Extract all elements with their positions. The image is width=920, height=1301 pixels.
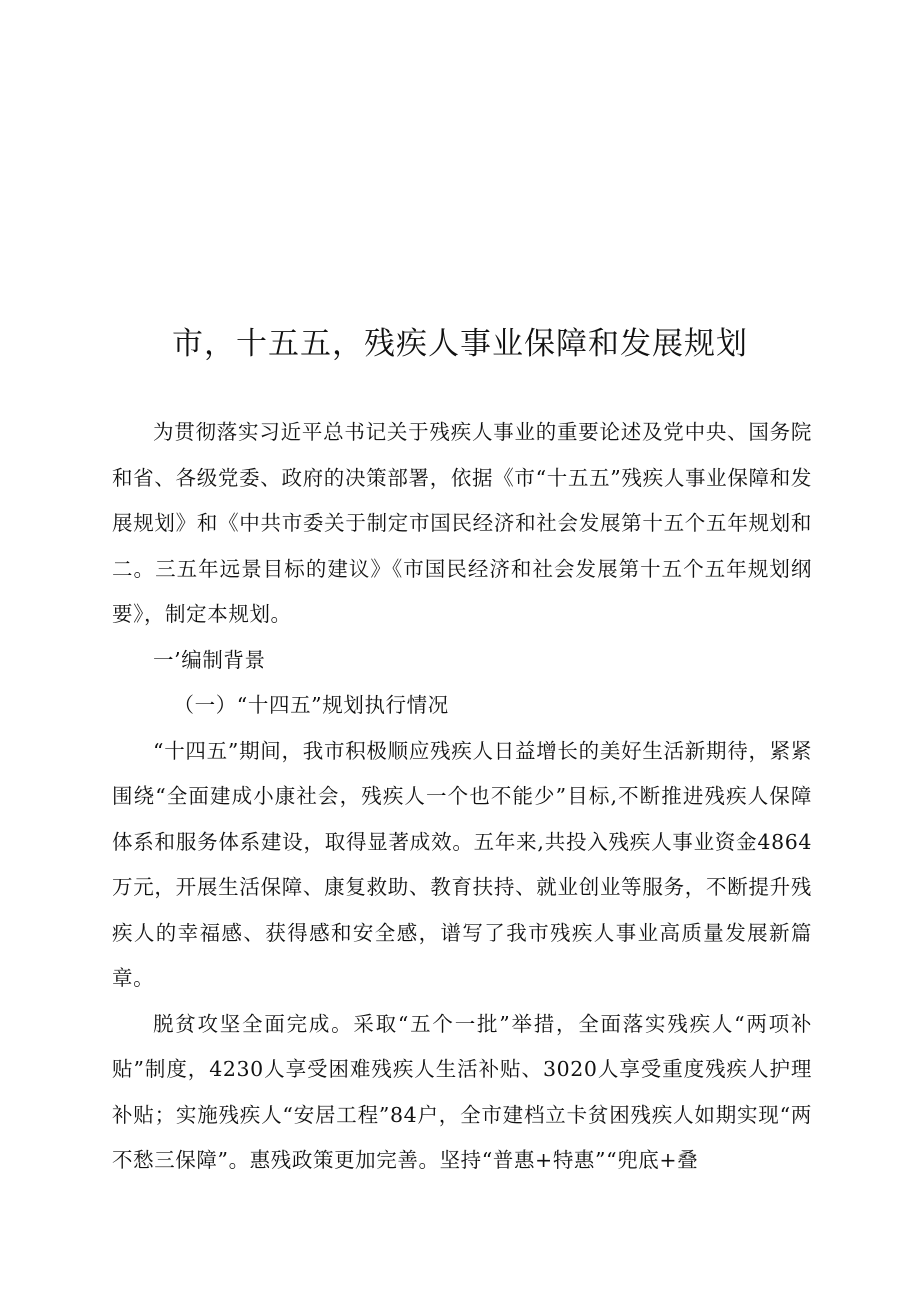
body-paragraph: “十四五”期间，我市积极顺应残疾人日益增长的美好生活新期待，紧紧围绕“全面建成小康社会，残疾人一个也不能少”目标,不断推进残疾人保障体系和服务体系建设，取得显著成效。五年来,共投入残疾人事业资金4864万元，开展生活保障、康复救助、教育扶持、就业创业等服务，不断提升残疾人的幸福感、获得感和安全感，谱写了我市残疾人事业高质量发展新篇章。: [112, 738, 812, 990]
body-paragraph: 脱贫攻坚全面完成。采取“五个一批”举措，全面落实残疾人“两项补贴”制度，4230人享受困难残疾人生活补贴、3020人享受重度残疾人护理补贴；实施残疾人“安居工程”84户，全市建档立卡贫困残疾人如期实现“两不愁三保障”。惠残政策更加完善。坚持“普惠+特惠”“兜底+叠: [112, 1011, 812, 1172]
subsection-heading: （一）“十四五”规划执行情况: [173, 693, 449, 717]
intro-paragraph: 为贯彻落实习近平总书记关于残疾人事业的重要论述及党中央、国务院和省、各级党委、政府的决策部署，依据《市“十五五”残疾人事业保障和发展规划》和《中共市委关于制定市国民经济和社会发展第十五个五年规划和二。三五年远景目标的建议》《市国民经济和社会发展第十五个五年规划纲要》，制定本规划。: [112, 420, 812, 626]
document-body: [112, 410, 812, 1184]
section-heading: 一’编制背景: [153, 647, 266, 672]
document-title: 市，十五五，残疾人事业保障和发展规划: [172, 326, 748, 362]
